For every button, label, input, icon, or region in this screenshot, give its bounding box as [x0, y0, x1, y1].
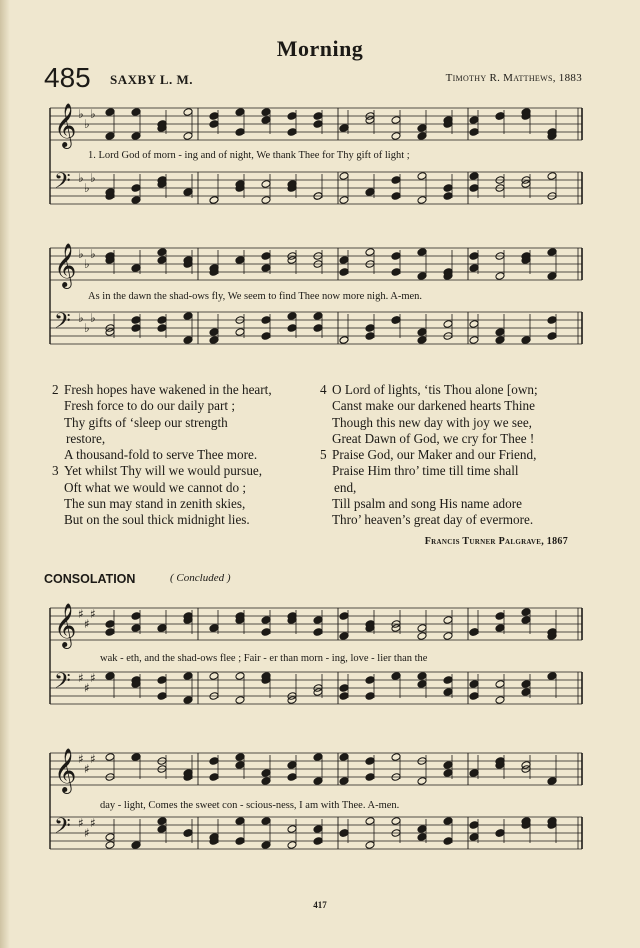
note-head — [443, 837, 453, 846]
note-head — [261, 180, 271, 189]
note-head — [365, 676, 375, 685]
note-head — [339, 336, 349, 345]
note-head — [443, 320, 453, 329]
verse-text: Praise God, our Maker and our Friend, — [332, 447, 537, 463]
note-head — [417, 124, 427, 133]
note-head — [391, 252, 401, 261]
note-head — [105, 132, 115, 141]
flat-icon: ♭ — [78, 247, 84, 261]
note-head — [287, 324, 297, 333]
concluded-note: ( Concluded ) — [170, 572, 231, 584]
sharp-icon: ♯ — [78, 816, 84, 830]
note-head — [183, 188, 193, 197]
note-head — [131, 108, 141, 117]
note-head — [391, 192, 401, 201]
note-head — [365, 841, 375, 850]
note-head — [339, 829, 349, 838]
note-head — [417, 248, 427, 257]
treble-clef-icon: 𝄞 — [54, 103, 77, 147]
verse-text: Though this new day with joy we see, — [332, 414, 532, 430]
note-head — [261, 769, 271, 778]
note-head — [521, 680, 531, 689]
note-head — [313, 777, 323, 786]
note-head — [105, 833, 115, 842]
verses-left — [52, 382, 272, 529]
flat-icon: ♭ — [78, 171, 84, 185]
note-head — [287, 841, 297, 850]
note-head — [365, 757, 375, 766]
note-head — [131, 196, 141, 205]
note-head — [495, 336, 505, 345]
note-head — [157, 676, 167, 685]
verse-line — [52, 463, 272, 479]
verse-line — [320, 496, 538, 512]
sharp-icon: ♯ — [84, 826, 90, 840]
treble-clef-icon: 𝄞 — [54, 603, 77, 647]
note-head — [417, 777, 427, 786]
note-head — [391, 176, 401, 185]
note-head — [521, 336, 531, 345]
note-head — [391, 753, 401, 762]
verse-text: O Lord of lights, ʻtis Thou alone [own; — [332, 382, 538, 397]
note-head — [443, 817, 453, 826]
flat-icon: ♭ — [78, 107, 84, 121]
note-head — [469, 116, 479, 125]
note-head — [391, 116, 401, 125]
note-head — [339, 692, 349, 701]
note-head — [261, 616, 271, 625]
bass-clef-icon: 𝄢 — [54, 169, 71, 199]
note-head — [313, 837, 323, 846]
page-edge-shadow — [0, 0, 10, 948]
verse-number: 4 — [320, 382, 327, 397]
verse-text: Fresh force to do our daily part ; — [64, 398, 236, 414]
note-head — [339, 124, 349, 133]
note-head — [261, 316, 271, 325]
note-head — [365, 817, 375, 826]
note-head — [313, 120, 323, 129]
note-head — [131, 841, 141, 850]
verse-line — [320, 415, 538, 431]
note-head — [131, 753, 141, 762]
note-head — [469, 264, 479, 273]
note-head — [209, 624, 219, 633]
flat-icon: ♭ — [84, 321, 90, 335]
verse-text: Yet whilst Thy will we would pursue, — [64, 463, 263, 479]
note-head — [157, 825, 167, 834]
note-head — [443, 688, 453, 697]
note-head — [469, 692, 479, 701]
note-head — [209, 773, 219, 782]
note-head — [131, 132, 141, 141]
sharp-icon: ♯ — [84, 681, 90, 695]
note-head — [417, 632, 427, 641]
note-head — [469, 821, 479, 830]
verse-text: Thro’ heaven’s great day of evermore. — [332, 512, 534, 528]
sharp-icon: ♯ — [78, 607, 84, 621]
note-head — [157, 324, 167, 333]
note-head — [417, 624, 427, 633]
sharp-icon: ♯ — [84, 762, 90, 776]
note-head — [105, 628, 115, 637]
note-head — [365, 332, 375, 341]
verse-text: Till psalm and song His name adore — [332, 496, 522, 512]
note-head — [547, 777, 557, 786]
composer-credit: Timothy R. Matthews, 1883 — [445, 72, 582, 84]
note-head — [235, 837, 245, 846]
note-head — [183, 132, 193, 141]
sharp-icon: ♯ — [78, 671, 84, 685]
note-head — [417, 336, 427, 345]
note-head — [547, 172, 557, 181]
note-head — [391, 268, 401, 277]
lyric-line-4: day - light, Comes the sweet con - scious-ness, I am with Thee. A-men. — [100, 800, 400, 811]
verse-text: Praise Him thro’ time till time shall — [332, 463, 519, 479]
lyric-line-3: wak - eth, and the shad-ows flee ; Fair - er than morn - ing, love - lier than the — [100, 653, 428, 664]
note-head — [417, 672, 427, 681]
note-head — [391, 817, 401, 826]
sharp-icon: ♯ — [90, 752, 96, 766]
verse-line — [320, 447, 538, 463]
note-head — [313, 112, 323, 121]
note-head — [131, 324, 141, 333]
verse-line — [52, 382, 272, 398]
flat-icon: ♭ — [90, 171, 96, 185]
note-head — [339, 172, 349, 181]
verse-number: 3 — [52, 463, 59, 479]
verse-line — [52, 398, 272, 414]
note-head — [183, 829, 193, 838]
note-head — [157, 624, 167, 633]
note-head — [235, 108, 245, 117]
note-head — [417, 680, 427, 689]
flat-icon: ♭ — [90, 311, 96, 325]
note-head — [313, 753, 323, 762]
note-head — [417, 196, 427, 205]
note-head — [391, 132, 401, 141]
note-head — [443, 616, 453, 625]
lyric-line-1: 1. Lord God of morn - ing and of night, We thank Thee for Thy gift of light ; — [88, 150, 410, 161]
note-head — [131, 316, 141, 325]
note-head — [235, 128, 245, 137]
note-head — [261, 252, 271, 261]
note-head — [443, 192, 453, 201]
sharp-icon: ♯ — [90, 671, 96, 685]
note-head — [339, 777, 349, 786]
note-head — [261, 841, 271, 850]
verses-right — [320, 382, 538, 529]
note-head — [469, 628, 479, 637]
flat-icon: ♭ — [84, 181, 90, 195]
note-head — [365, 773, 375, 782]
flat-icon: ♭ — [78, 311, 84, 325]
note-head — [313, 616, 323, 625]
note-head — [183, 108, 193, 117]
note-head — [105, 753, 115, 762]
note-head — [287, 761, 297, 770]
note-head — [131, 624, 141, 633]
note-head — [209, 757, 219, 766]
verse-text: Great Dawn of God, we cry for Thee ! — [332, 430, 535, 446]
note-head — [105, 620, 115, 629]
verse-line — [320, 431, 538, 447]
note-head — [547, 248, 557, 257]
note-head — [339, 753, 349, 762]
note-head — [261, 332, 271, 341]
verse-text: Oft what we would we cannot do ; — [64, 479, 247, 495]
note-head — [547, 332, 557, 341]
sharp-icon: ♯ — [84, 617, 90, 631]
note-head — [209, 112, 219, 121]
note-head — [443, 184, 453, 193]
verse-line — [320, 480, 538, 496]
note-head — [183, 312, 193, 321]
note-head — [235, 328, 245, 337]
note-head — [105, 672, 115, 681]
note-head — [417, 172, 427, 181]
note-head — [287, 112, 297, 121]
verse-line — [52, 496, 272, 512]
note-head — [131, 264, 141, 273]
note-head — [313, 628, 323, 637]
note-head — [339, 268, 349, 277]
note-head — [443, 632, 453, 641]
note-head — [209, 196, 219, 205]
verse-text: Thy gifts of ʻsleep our strength — [64, 414, 228, 430]
verse-text: end, — [334, 479, 357, 495]
verse-line — [52, 447, 272, 463]
note-head — [261, 108, 271, 117]
note-head — [495, 624, 505, 633]
note-head — [469, 833, 479, 842]
note-head — [287, 312, 297, 321]
note-head — [469, 336, 479, 345]
note-head — [157, 817, 167, 826]
note-head — [287, 773, 297, 782]
note-head — [183, 672, 193, 681]
verse-text: Canst make our darkened hearts Thine — [332, 398, 535, 414]
sharp-icon: ♯ — [90, 607, 96, 621]
note-head — [417, 328, 427, 337]
note-head — [495, 272, 505, 281]
page-title: Morning — [276, 36, 364, 61]
note-head — [261, 116, 271, 125]
page-number: 417 — [313, 900, 327, 910]
note-head — [157, 256, 167, 265]
note-head — [417, 825, 427, 834]
verse-line — [320, 398, 538, 414]
note-head — [261, 817, 271, 826]
note-head — [469, 252, 479, 261]
note-head — [417, 132, 427, 141]
note-head — [417, 272, 427, 281]
note-head — [235, 696, 245, 705]
verse-number: 5 — [320, 447, 327, 463]
verse-line — [52, 431, 272, 447]
note-head — [443, 676, 453, 685]
treble-clef-icon: 𝄞 — [54, 243, 77, 287]
note-head — [495, 612, 505, 621]
flat-icon: ♭ — [90, 247, 96, 261]
note-head — [261, 777, 271, 786]
note-head — [495, 112, 505, 121]
note-head — [261, 264, 271, 273]
treble-clef-icon: 𝄞 — [54, 748, 77, 792]
note-head — [495, 680, 505, 689]
note-head — [157, 692, 167, 701]
note-head — [209, 120, 219, 129]
note-head — [157, 248, 167, 257]
verse-number: 2 — [52, 382, 59, 397]
sharp-icon: ♯ — [78, 752, 84, 766]
note-head — [547, 672, 557, 681]
flat-icon: ♭ — [84, 257, 90, 271]
verse-line — [52, 480, 272, 496]
note-head — [521, 608, 531, 617]
note-head — [313, 324, 323, 333]
note-head — [235, 753, 245, 762]
note-head — [469, 320, 479, 329]
note-head — [365, 188, 375, 197]
verse-line — [52, 512, 272, 528]
note-head — [131, 612, 141, 621]
note-head — [339, 632, 349, 641]
note-head — [469, 769, 479, 778]
verse-line — [320, 512, 538, 528]
note-head — [469, 172, 479, 181]
note-head — [339, 256, 349, 265]
note-head — [443, 769, 453, 778]
note-head — [157, 316, 167, 325]
verse-text: The sun may stand in zenith skies, — [64, 496, 246, 512]
note-head — [183, 696, 193, 705]
note-head — [209, 672, 219, 681]
note-head — [209, 328, 219, 337]
note-head — [521, 616, 531, 625]
note-head — [443, 761, 453, 770]
note-head — [209, 336, 219, 345]
tune-name: SAXBY L. M. — [110, 72, 194, 87]
note-head — [131, 184, 141, 193]
note-head — [183, 336, 193, 345]
note-head — [417, 833, 427, 842]
note-head — [261, 196, 271, 205]
sharp-icon: ♯ — [90, 816, 96, 830]
note-head — [365, 324, 375, 333]
note-head — [235, 817, 245, 826]
note-head — [235, 761, 245, 770]
flat-icon: ♭ — [84, 117, 90, 131]
note-head — [313, 312, 323, 321]
note-head — [469, 184, 479, 193]
author-attribution: Francis Turner Palgrave, 1867 — [424, 536, 568, 547]
bass-clef-icon: 𝄢 — [54, 669, 71, 699]
note-head — [105, 841, 115, 850]
note-head — [339, 196, 349, 205]
note-head — [391, 672, 401, 681]
note-head — [495, 696, 505, 705]
note-head — [235, 256, 245, 265]
note-head — [313, 825, 323, 834]
verse-text: Fresh hopes have wakened in the heart, — [64, 382, 272, 397]
note-head — [547, 272, 557, 281]
flat-icon: ♭ — [90, 107, 96, 121]
lyric-line-2: As in the dawn the shad-ows fly, We seem to find Thee now more nigh. A-men. — [88, 291, 423, 302]
hymn-number: 485 — [44, 62, 91, 93]
note-head — [235, 672, 245, 681]
bass-clef-icon: 𝄢 — [54, 814, 71, 844]
note-head — [261, 628, 271, 637]
note-head — [365, 248, 375, 257]
verse-line — [320, 382, 538, 398]
verse-text: restore, — [66, 430, 106, 446]
note-head — [495, 829, 505, 838]
verse-line — [320, 463, 538, 479]
note-head — [287, 128, 297, 137]
note-head — [521, 688, 531, 697]
note-head — [287, 825, 297, 834]
note-head — [339, 612, 349, 621]
verse-line — [52, 415, 272, 431]
note-head — [495, 328, 505, 337]
consolation-tune-name: CONSOLATION — [44, 572, 136, 586]
note-head — [469, 128, 479, 137]
note-head — [469, 680, 479, 689]
note-head — [547, 316, 557, 325]
note-head — [105, 108, 115, 117]
note-head — [391, 316, 401, 325]
verse-text: A thousand-fold to serve Thee more. — [64, 447, 258, 463]
bass-clef-icon: 𝄢 — [54, 309, 71, 339]
note-head — [339, 684, 349, 693]
verse-text: But on the soul thick midnight lies. — [64, 512, 250, 528]
note-head — [365, 692, 375, 701]
